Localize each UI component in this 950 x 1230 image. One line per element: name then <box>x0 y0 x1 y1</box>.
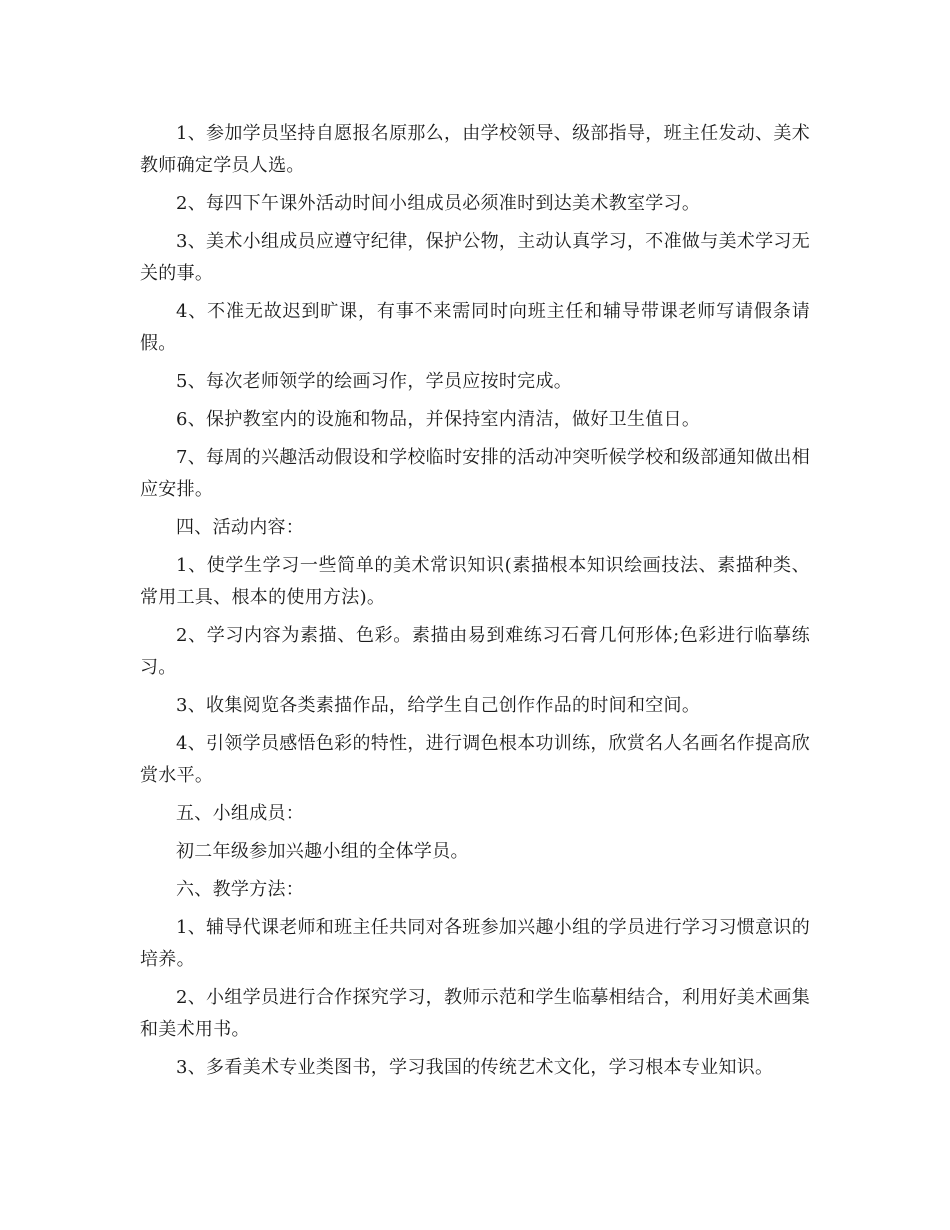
section-heading-group-members: 五、小组成员： <box>176 803 305 824</box>
paragraph-rule-5: 5、每次老师领学的绘画习作，学员应按时完成。 <box>176 371 573 392</box>
section-heading-activity-content: 四、活动内容： <box>176 517 305 538</box>
paragraph-method-1: 1、辅导代课老师和班主任共同对各班参加兴趣小组的学员进行学习习惯意识的培养。 <box>140 917 810 970</box>
paragraph-members: 初二年级参加兴趣小组的全体学员。 <box>176 841 469 862</box>
paragraph-content-3: 3、收集阅览各类素描作品，给学生自己创作作品的时间和空间。 <box>176 695 701 716</box>
paragraph-rule-3: 3、美术小组成员应遵守纪律，保护公物，主动认真学习，不准做与美术学习无关的事。 <box>140 231 810 284</box>
paragraph-content-4: 4、引领学员感悟色彩的特性，进行调色根本功训练，欣赏名人名画名作提高欣赏水平。 <box>140 733 810 786</box>
section-heading-teaching-methods: 六、教学方法： <box>176 879 305 900</box>
paragraph-content-1: 1、使学生学习一些简单的美术常识知识(素描根本知识绘画技法、素描种类、常用工具、根本的使用方法)。 <box>140 555 810 608</box>
paragraph-method-3: 3、多看美术专业类图书，学习我国的传统艺术文化，学习根本专业知识。 <box>176 1057 774 1078</box>
paragraph-content-2: 2、学习内容为素描、色彩。素描由易到难练习石膏几何形体;色彩进行临摹练习。 <box>140 625 810 678</box>
paragraph-rule-4: 4、不准无故迟到旷课，有事不来需同时向班主任和辅导带课老师写请假条请假。 <box>140 301 810 354</box>
paragraph-rule-2: 2、每四下午课外活动时间小组成员必须准时到达美术教室学习。 <box>176 193 701 214</box>
paragraph-rule-7: 7、每周的兴趣活动假设和学校临时安排的活动冲突听候学校和级部通知做出相应安排。 <box>140 447 810 500</box>
paragraph-rule-6: 6、保护教室内的设施和物品，并保持室内清洁，做好卫生值日。 <box>176 409 701 430</box>
paragraph-rule-1: 1、参加学员坚持自愿报名原那么，由学校领导、级部指导，班主任发动、美术教师确定学员人选。 <box>140 123 810 176</box>
paragraph-method-2: 2、小组学员进行合作探究学习，教师示范和学生临摹相结合，利用好美术画集和美术用书。 <box>140 987 810 1040</box>
